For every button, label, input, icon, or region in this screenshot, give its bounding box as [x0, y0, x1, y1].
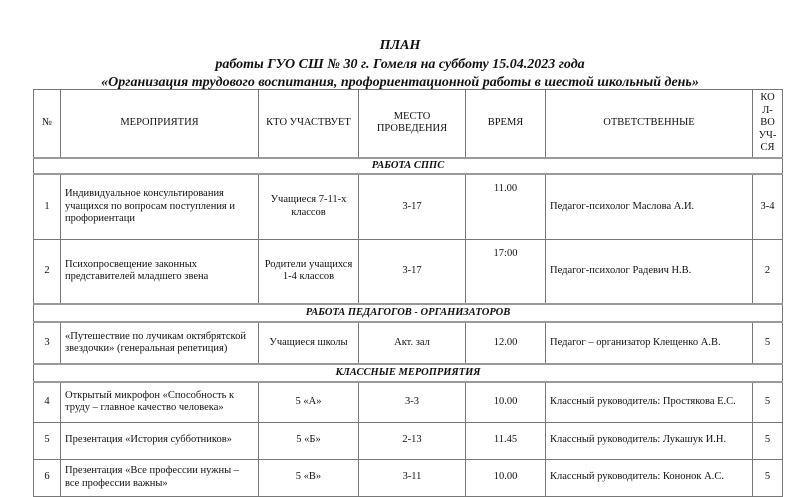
cell-who: 5 «В»: [259, 459, 359, 496]
section-row: [34, 304, 783, 322]
column-header-time: ВРЕМЯ: [466, 90, 546, 158]
cell-event: Презентация «Все профессии нужны – все профессии важны»: [61, 459, 259, 496]
cell-event: Психопросвещение законных представителей младшего звена: [61, 239, 259, 304]
cell-responsible: Классный руководитель: Простякова Е.С.: [546, 382, 753, 422]
cell-event: «Путешествие по лучикам октябрятской звездочки» (генеральная репетиция): [61, 322, 259, 364]
cell-number: 2: [34, 239, 61, 304]
column-header-who: КТО УЧАСТВУЕТ: [259, 90, 359, 158]
cell-time: 11.45: [466, 422, 546, 459]
column-header-event: МЕРОПРИЯТИЯ: [61, 90, 259, 158]
cell-event: Индивидуальное консультирования учащихся по вопросам поступления и профориентаци: [61, 174, 259, 239]
cell-responsible: Классный руководитель: Кононок А.С.: [546, 459, 753, 496]
cell-count: 5: [753, 422, 783, 459]
cell-count: 5: [753, 459, 783, 496]
table-row: [34, 459, 783, 496]
cell-event: Открытый микрофон «Способность к труду – главное качество человека»: [61, 382, 259, 422]
cell-count: 5: [753, 322, 783, 364]
cell-place: 2-13: [359, 422, 466, 459]
table-row: [34, 174, 783, 239]
cell-responsible: Классный руководитель: Лукашук И.Н.: [546, 422, 753, 459]
cell-time: 12.00: [466, 322, 546, 364]
table-header-row: [34, 90, 783, 158]
cell-count: 2: [753, 239, 783, 304]
document-subtitle: работы ГУО СШ № 30 г. Гомеля на субботу 15.04.2023 года: [215, 57, 585, 72]
section-title: КЛАССНЫЕ МЕРОПРИЯТИЯ: [34, 364, 783, 382]
section-row: [34, 158, 783, 175]
section-title: РАБОТА СППС: [34, 158, 783, 175]
document-title: ПЛАН: [379, 38, 421, 53]
cell-time: 10.00: [466, 459, 546, 496]
column-header-count: КО Л- ВО УЧ- СЯ: [753, 90, 783, 158]
cell-place: 3-17: [359, 239, 466, 304]
cell-responsible: Педагог-психолог Маслова А.И.: [546, 174, 753, 239]
cell-who: Учащиеся 7-11-х классов: [259, 174, 359, 239]
cell-count: 3-4: [753, 174, 783, 239]
cell-number: 1: [34, 174, 61, 239]
document-theme: «Организация трудового воспитания, профориентационной работы в шестой школьный день»: [101, 75, 699, 90]
cell-event: Презентация «История субботников»: [61, 422, 259, 459]
cell-place: Акт. зал: [359, 322, 466, 364]
cell-place: 3-17: [359, 174, 466, 239]
column-header-place: МЕСТО ПРОВЕДЕНИЯ: [359, 90, 466, 158]
plan-table: [33, 89, 783, 497]
cell-place: 3-3: [359, 382, 466, 422]
table-row: [34, 322, 783, 364]
cell-responsible: Педагог-психолог Радевич Н.В.: [546, 239, 753, 304]
cell-who: Учащиеся школы: [259, 322, 359, 364]
table-row: [34, 382, 783, 422]
cell-time: 10.00: [466, 382, 546, 422]
cell-number: 6: [34, 459, 61, 496]
cell-who: Родители учащихся 1-4 классов: [259, 239, 359, 304]
column-header-responsible: ОТВЕТСТВЕННЫЕ: [546, 90, 753, 158]
cell-time: 17:00: [466, 239, 546, 304]
table-row: [34, 239, 783, 304]
cell-time: 11.00: [466, 174, 546, 239]
table-row: [34, 422, 783, 459]
cell-responsible: Педагог – организатор Клещенко А.В.: [546, 322, 753, 364]
cell-count: 5: [753, 382, 783, 422]
cell-number: 5: [34, 422, 61, 459]
cell-who: 5 «А»: [259, 382, 359, 422]
section-title: РАБОТА ПЕДАГОГОВ - ОРГАНИЗАТОРОВ: [34, 304, 783, 322]
cell-who: 5 «Б»: [259, 422, 359, 459]
section-row: [34, 364, 783, 382]
cell-number: 4: [34, 382, 61, 422]
column-header-number: №: [34, 90, 61, 158]
cell-place: 3-11: [359, 459, 466, 496]
cell-number: 3: [34, 322, 61, 364]
